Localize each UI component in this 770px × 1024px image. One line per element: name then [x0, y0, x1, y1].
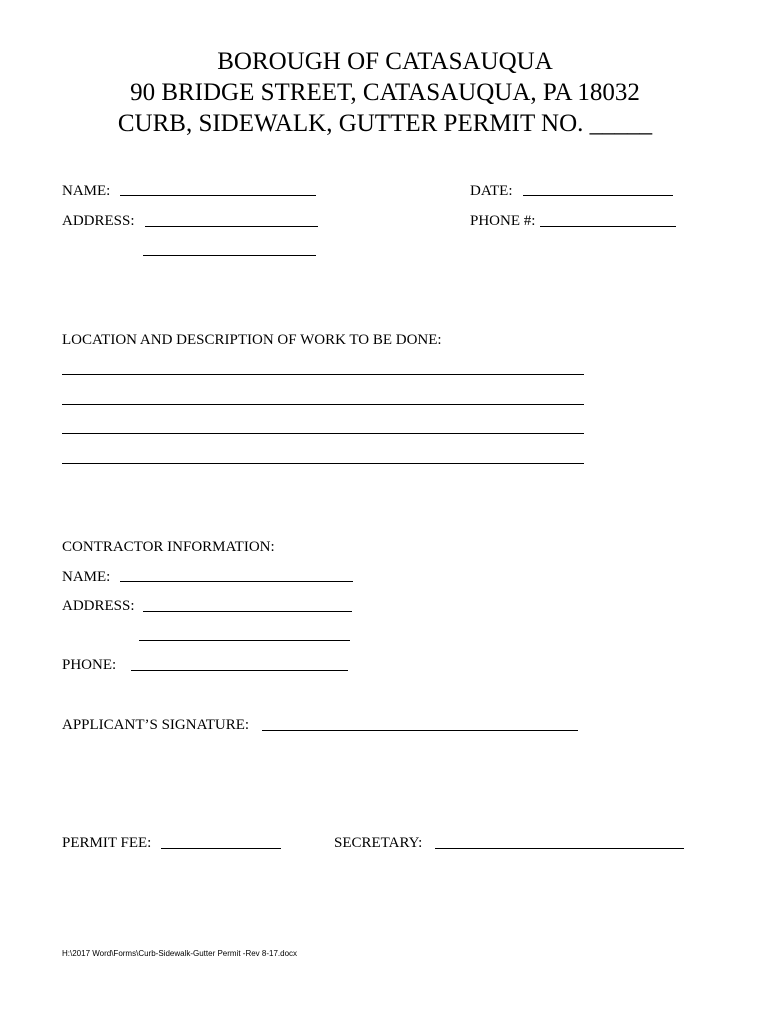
- borough-address: 90 BRIDGE STREET, CATASAUQUA, PA 18032: [130, 79, 640, 106]
- work-description-label: LOCATION AND DESCRIPTION OF WORK TO BE DONE:: [62, 332, 442, 348]
- contractor-name-label: NAME:: [62, 569, 111, 585]
- file-path-footer: H:\2017 Word\Forms\Curb-Sidewalk-Gutter Permit -Rev 8-17.docx: [62, 949, 298, 958]
- secretary-label: SECRETARY:: [334, 835, 423, 851]
- borough-name: BOROUGH OF CATASAUQUA: [217, 48, 553, 75]
- applicant-name-label: NAME:: [62, 183, 111, 199]
- work-description-line-1[interactable]: [62, 374, 584, 375]
- contractor-name-field[interactable]: [120, 581, 353, 582]
- permit-fee-field[interactable]: [161, 848, 281, 849]
- applicant-address-field[interactable]: [145, 226, 318, 227]
- date-field[interactable]: [523, 195, 673, 196]
- contractor-address-line-2[interactable]: [139, 640, 350, 641]
- secretary-field[interactable]: [435, 848, 684, 849]
- contractor-address-label: ADDRESS:: [62, 598, 135, 614]
- phone-label: PHONE #:: [470, 213, 536, 229]
- form-header: [0, 46, 770, 139]
- applicant-address-line-2[interactable]: [143, 255, 316, 256]
- applicant-name-field[interactable]: [120, 195, 316, 196]
- permit-fee-label: PERMIT FEE:: [62, 835, 152, 851]
- signature-label: APPLICANT’S SIGNATURE:: [62, 717, 250, 733]
- contractor-address-field[interactable]: [143, 611, 352, 612]
- contractor-phone-label: PHONE:: [62, 657, 117, 673]
- applicant-address-label: ADDRESS:: [62, 213, 135, 229]
- date-label: DATE:: [470, 183, 513, 199]
- work-description-line-4[interactable]: [62, 463, 584, 464]
- form-title: CURB, SIDEWALK, GUTTER PERMIT NO. _____: [117, 110, 653, 137]
- phone-field[interactable]: [540, 226, 676, 227]
- contractor-section-label: CONTRACTOR INFORMATION:: [62, 539, 275, 555]
- work-description-line-2[interactable]: [62, 404, 584, 405]
- contractor-phone-field[interactable]: [131, 670, 348, 671]
- signature-field[interactable]: [262, 730, 578, 731]
- work-description-line-3[interactable]: [62, 433, 584, 434]
